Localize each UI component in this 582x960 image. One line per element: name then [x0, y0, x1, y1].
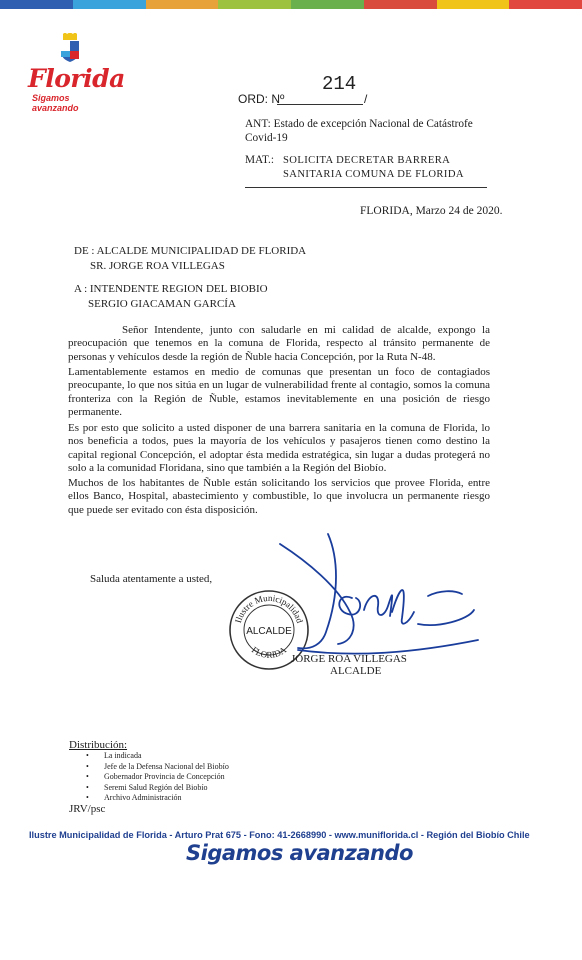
body-paragraph-4: Muchos de los habitantes de Ñuble están solicitando los servicios que provee Florida, entre ellos Banco, Hospital, abastecimiento y combustible, lo que involucra un permanente riesgo que puede ser evitado con ésta disposición.	[68, 477, 490, 516]
bullet-icon: •	[86, 793, 89, 803]
signer-title: ALCALDE	[330, 665, 382, 677]
distribution-item: Archivo Administración	[104, 793, 182, 803]
list-item	[86, 772, 229, 783]
top-bar-segment	[218, 0, 291, 9]
top-bar-segment	[437, 0, 510, 9]
from-block	[74, 244, 306, 312]
distribution-item: La indicada	[104, 751, 142, 760]
bullet-icon: •	[86, 782, 89, 792]
footer-address: Ilustre Municipalidad de Florida - Arturo Prat 675 - Fono: 41-2668990 - www.muniflorida.cl - Región del Biobío Chile	[29, 830, 530, 840]
body-paragraph-1: Señor Intendente, junto con saludarle en mi calidad de alcalde, expongo la preocupación que tenemos en la comuna de Florida, respecto al tránsito permanente de personas y vehículos desde la región de Ñuble hacia Concepción, por la Ruta N-48.	[68, 324, 490, 363]
body-paragraph-2: Lamentablemente estamos en medio de comunas que presentan un foco de contagiados preocupante, lo que nos sitúa en un lugar de vulnerabilidad frente al contagio, somos la comuna fronteriza con la Región de Ñuble, estamos inevitablemente en una posición de riesgo permanente.	[68, 366, 490, 418]
crest-icon	[59, 33, 81, 63]
ord-label: ORD: Nº	[238, 92, 285, 106]
list-item	[86, 793, 229, 804]
florida-logo	[22, 33, 125, 113]
logo-wordmark: Florida	[28, 64, 125, 93]
top-bar-segment	[509, 0, 582, 9]
closing-salutation: Saluda atentamente a usted,	[90, 573, 213, 585]
handwritten-signature	[268, 532, 484, 657]
to-line-2: SERGIO GIACAMAN GARCÍA	[88, 298, 236, 310]
document-date: FLORIDA, Marzo 24 de 2020.	[360, 205, 503, 217]
to-line-1: A : INTENDENTE REGION DEL BIOBIO	[74, 283, 268, 295]
bullet-icon: •	[86, 751, 89, 760]
body-paragraph-3: Es por esto que solicito a usted disponer de una barrera sanitaria en la comuna de Florida, lo nos beneficia a todos, pues la mayoría de los vehículos y pasajeros tienen como destino la capital regional Concepción, el adoptar ésta medida estratégica, sin lugar a dudas protegerá no solo a la comunidad Floridana, sino que también a la Región del Biobío.	[68, 422, 490, 474]
from-line-2: SR. JORGE ROA VILLEGAS	[90, 260, 225, 272]
stamp-center-text: ALCALDE	[246, 626, 292, 637]
author-initials: JRV/psc	[69, 803, 106, 815]
bullet-icon: •	[86, 772, 89, 782]
top-bar-segment	[364, 0, 437, 9]
mat-label: MAT.:	[245, 154, 274, 166]
bullet-icon: •	[86, 761, 89, 771]
distribution-item: Gobernador Provincia de Concepción	[104, 772, 225, 782]
stamp-bottom-text: FLORIDA	[249, 644, 289, 660]
from-line-1: DE : ALCALDE MUNICIPALIDAD DE FLORIDA	[74, 245, 307, 257]
top-bar-segment	[146, 0, 219, 9]
ord-number: 214	[322, 73, 357, 95]
logo-slogan: Sigamos avanzando	[32, 93, 79, 113]
list-item	[86, 783, 229, 794]
ord-underline	[277, 104, 363, 105]
distribution-list	[86, 751, 229, 804]
ord-suffix: /	[364, 92, 368, 106]
ant-reference: ANT: Estado de excepción Nacional de Catástrofe Covid-19	[245, 118, 473, 144]
footer-slogan: Sigamos avanzando	[186, 841, 413, 865]
distribution-title: Distribución:	[69, 739, 128, 751]
distribution-item: Jefe de la Defensa Nacional del Biobío	[104, 761, 229, 771]
top-color-bar	[0, 0, 582, 9]
distribution-item: Seremi Salud Región del Biobío	[104, 782, 208, 792]
top-bar-segment	[291, 0, 364, 9]
top-bar-segment	[73, 0, 146, 9]
stamp-top-text: Ilustre Municipalidad	[232, 592, 305, 625]
list-item	[86, 751, 229, 762]
signer-name: JORGE ROA VILLEGAS	[291, 653, 407, 665]
list-item	[86, 762, 229, 773]
mat-underline	[245, 187, 487, 188]
mat-subject: SOLICITA DECRETAR BARRERA SANITARIA COMUNA DE FLORIDA	[283, 155, 464, 180]
top-bar-segment	[0, 0, 73, 9]
